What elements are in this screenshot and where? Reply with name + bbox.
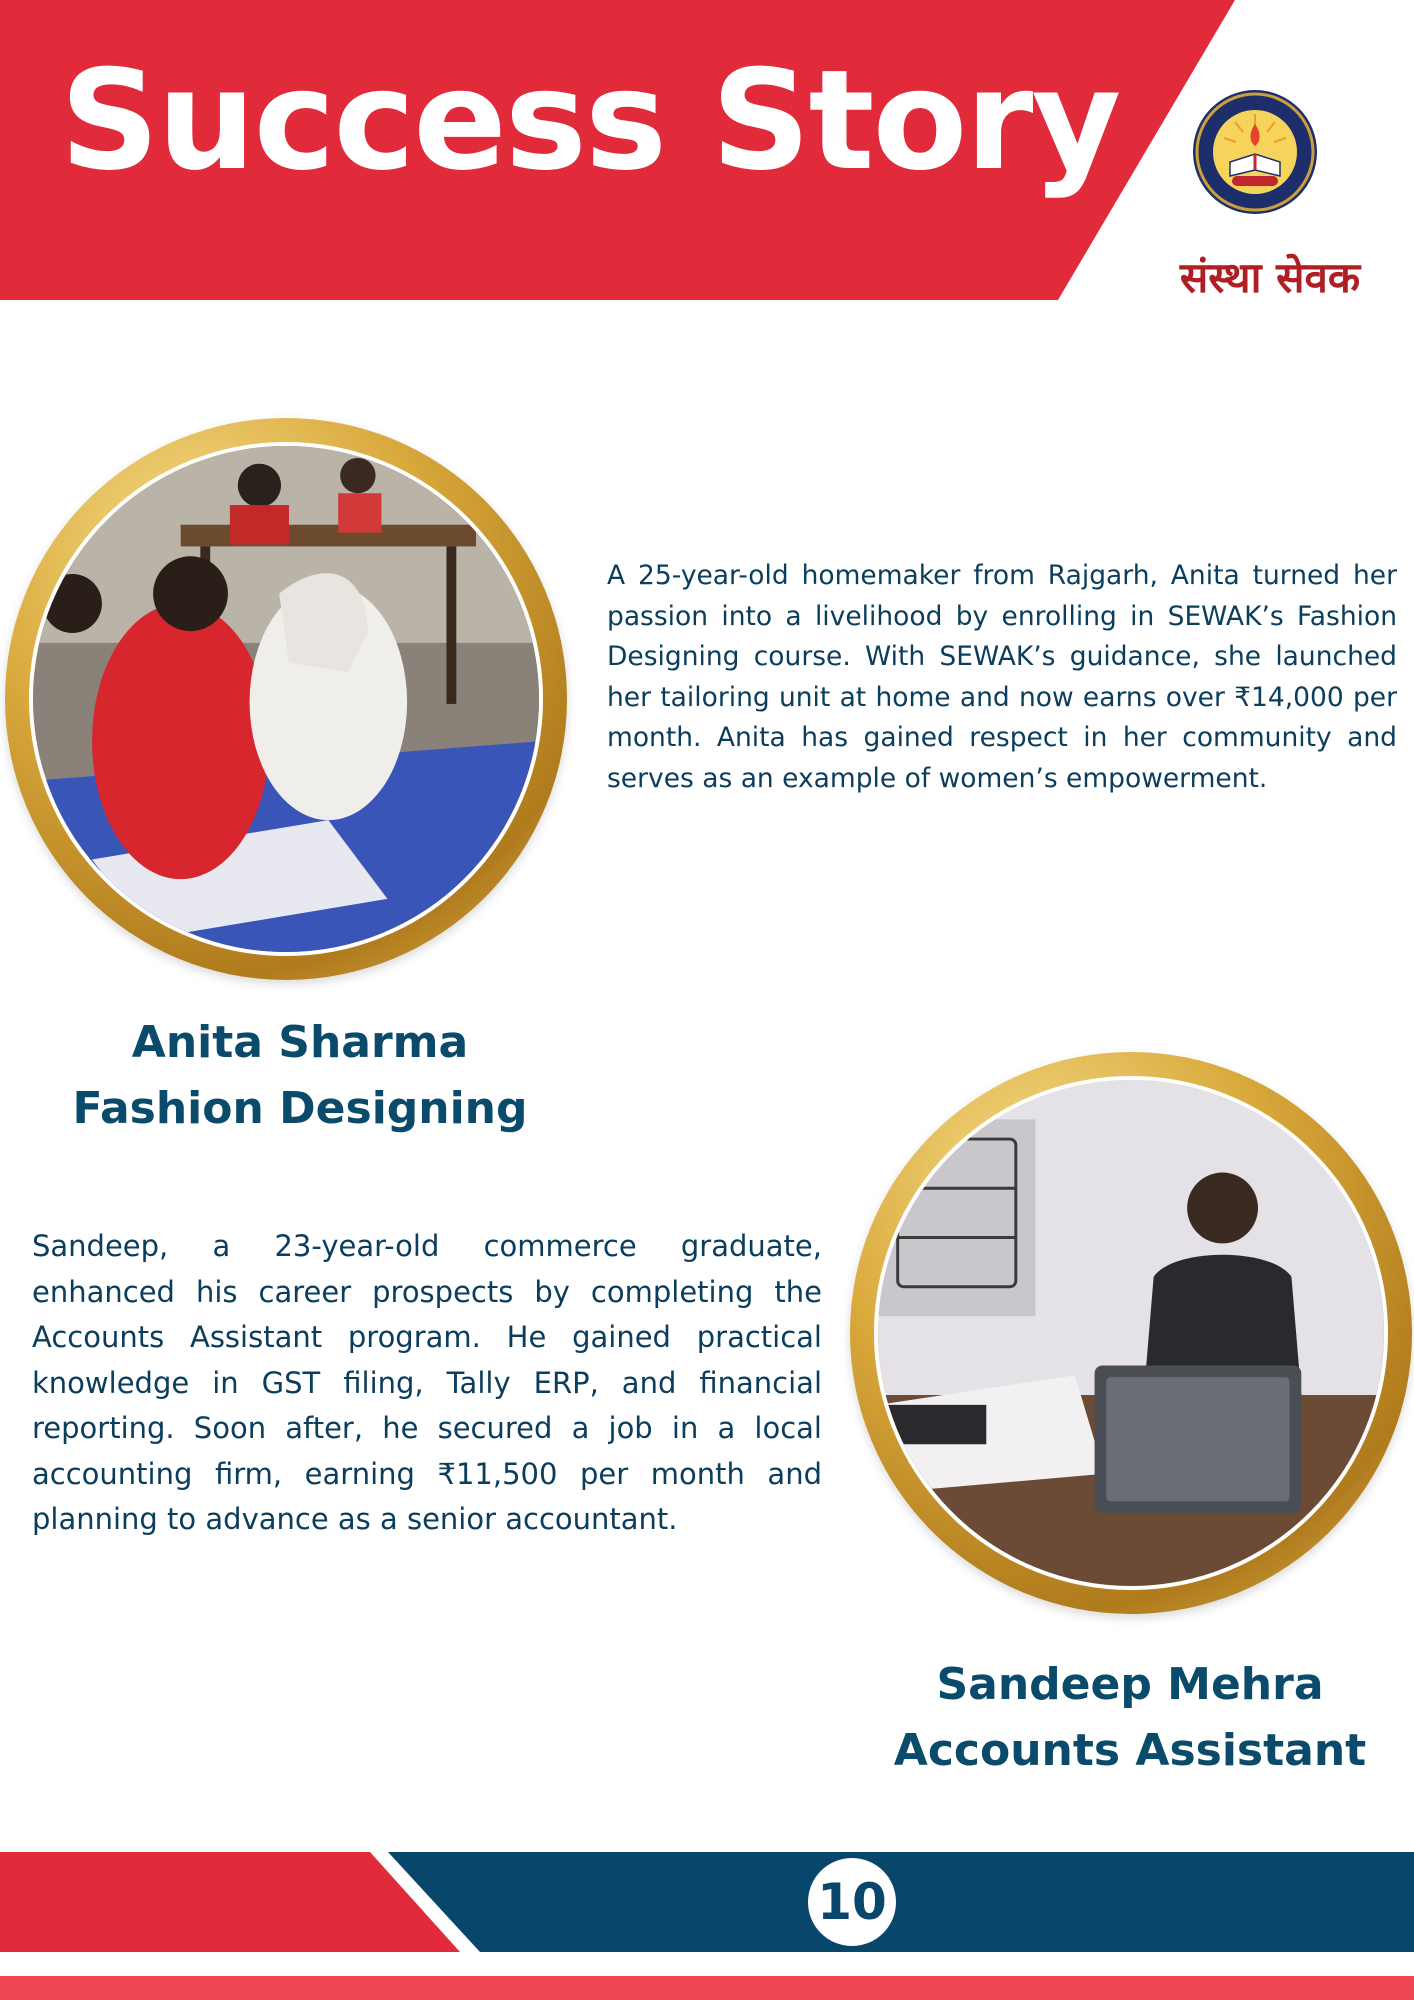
page-number: 10 [808, 1858, 896, 1946]
story-text-sandeep: Sandeep, a 23-year-old commerce graduate, enhanced his career prospects by completing the Accounts Assistant program. He gained practical knowledge in GST filing, Tally ERP, and financial reporting. Soon after, he secured a job in a local accounting firm, earning ₹11,500 per month and planning to advance as a senior accountant. [32, 1229, 822, 1536]
footer-strip [0, 1976, 1414, 2000]
footer-band-red [0, 1852, 460, 1952]
story-text-anita: A 25-year-old homemaker from Rajgarh, Anita turned her passion into a livelihood by enrolling in SEWAK’s Fashion Designing course. With SEWAK’s guidance, she launched her tailoring unit at home and now earns over ₹14,000 per month. Anita has gained respect in her community and serves as an example of women’s empowerment. [607, 560, 1397, 794]
course-name: Fashion Designing [72, 1083, 528, 1134]
logo-tagline: संस्था सेवक [1179, 253, 1361, 302]
person-name: Anita Sharma [131, 1017, 469, 1068]
course-name: Accounts Assistant [893, 1725, 1367, 1776]
page-title: Success Story [60, 40, 1120, 201]
photo-anita [29, 442, 543, 956]
person-name: Sandeep Mehra [936, 1659, 1324, 1710]
caption-sandeep [880, 1652, 1380, 1784]
footer-band-blue [388, 1852, 1414, 1952]
photo-frame-sandeep [850, 1052, 1412, 1614]
photo-frame-anita [5, 418, 567, 980]
caption-anita [40, 1010, 560, 1142]
organization-logo [1190, 72, 1320, 242]
photo-sandeep [874, 1076, 1388, 1590]
